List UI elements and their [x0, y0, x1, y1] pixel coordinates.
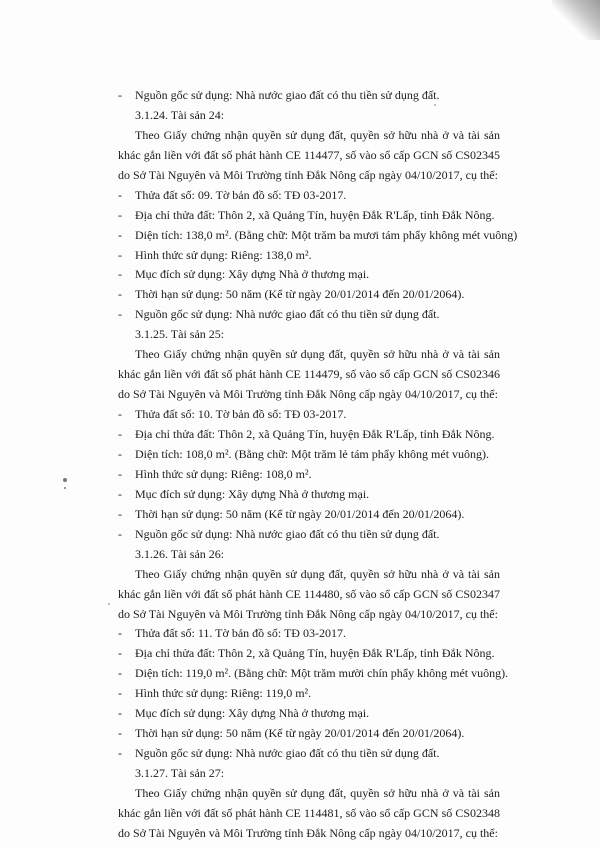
- bullet-item: [118, 465, 500, 485]
- bullet-item: [118, 265, 500, 285]
- bullet-item: [118, 186, 500, 206]
- bullet-item: [118, 485, 500, 505]
- bullet-dash: -: [118, 446, 122, 461]
- bullet-item: [118, 285, 500, 305]
- bullet-text: Diện tích: 119,0 m². (Bằng chữ: Một trăm mười chín phẩy không mét vuông).: [135, 666, 509, 681]
- bullet-text: Mục đích sử dụng: Xây dựng Nhà ở thương mại.: [135, 486, 370, 501]
- bullet-item: [118, 684, 500, 704]
- bullet-dash: -: [118, 207, 122, 222]
- paragraph: Theo Giấy chứng nhận quyền sử dụng đất, quyền sở hữu nhà ở và tài sản khác gắn liền với đất số phát hành CE 114481, số vào sổ cấp GCN số CS02348 do Sở Tài Nguyên và Môi Trường tỉnh Đắk Nông cấp ngày 04/10/2017, cụ thể:: [118, 785, 500, 840]
- bullet-dash: -: [118, 686, 122, 701]
- scan-speck: [63, 478, 67, 482]
- bullet-item: [118, 246, 500, 266]
- bullet-text: Địa chỉ thửa đất: Thôn 2, xã Quảng Tín, huyện Đắk R'Lấp, tỉnh Đắk Nông.: [135, 207, 495, 222]
- bullet-item: [118, 206, 500, 226]
- bullet-text: Hình thức sử dụng: Riêng: 119,0 m².: [135, 686, 312, 701]
- paragraph: Theo Giấy chứng nhận quyền sử dụng đất, quyền sở hữu nhà ở và tài sản khác gắn liền với đất số phát hành CE 114479, số vào sổ cấp GCN số CS02346 do Sở Tài Nguyên và Môi Trường tỉnh Đắk Nông cấp ngày 04/10/2017, cụ thể:: [118, 347, 500, 402]
- paragraph: Theo Giấy chứng nhận quyền sử dụng đất, quyền sở hữu nhà ở và tài sản khác gắn liền với đất số phát hành CE 114480, số vào sổ cấp GCN số CS02347 do Sở Tài Nguyên và Môi Trường tỉnh Đắk Nông cấp ngày 04/10/2017, cụ thể:: [118, 566, 500, 621]
- bullet-text: Nguồn gốc sử dụng: Nhà nước giao đất có thu tiền sử dụng đất.: [135, 88, 440, 102]
- bullet-text: Địa chỉ thửa đất: Thôn 2, xã Quảng Tín, huyện Đắk R'Lấp, tỉnh Đắk Nông.: [135, 427, 495, 442]
- bullet-text: Mục đích sử dụng: Xây dựng Nhà ở thương mại.: [135, 706, 370, 721]
- page-corner-fold: [552, 0, 600, 40]
- bullet-item: [118, 744, 500, 764]
- bullet-item: [118, 525, 500, 545]
- bullet-text: Thửa đất số: 10. Tờ bản đồ số: TĐ 03-2017.: [135, 407, 347, 422]
- section-heading: 3.1.24. Tài sản 24:: [135, 107, 225, 122]
- section-heading: 3.1.25. Tài sản 25:: [135, 327, 225, 342]
- bullet-text: Diện tích: 108,0 m². (Bằng chữ: Một trăm lẻ tám phẩy không mét vuông).: [135, 446, 490, 461]
- bullet-dash: -: [118, 407, 122, 422]
- bullet-text: Hình thức sử dụng: Riêng: 138,0 m².: [135, 247, 312, 262]
- bullet-dash: -: [118, 267, 122, 282]
- bullet-text: Mục đích sử dụng: Xây dựng Nhà ở thương mại.: [135, 267, 370, 282]
- bullet-text: Thời hạn sử dụng: 50 năm (Kể từ ngày 20/01/2014 đến 20/01/2064).: [135, 287, 465, 302]
- bullet-item: [118, 425, 500, 445]
- bullet-dash: -: [118, 526, 122, 541]
- document-body: [118, 86, 518, 844]
- bullet-item: [118, 724, 500, 744]
- bullet-dash: -: [118, 486, 122, 501]
- bullet-item: [118, 86, 500, 106]
- scan-speck: [64, 487, 66, 489]
- section-heading: 3.1.27. Tài sản 27:: [135, 766, 225, 781]
- bullet-dash: -: [118, 287, 122, 302]
- bullet-text: Nguồn gốc sử dụng: Nhà nước giao đất có thu tiền sử dụng đất.: [135, 746, 440, 761]
- bullet-text: Hình thức sử dụng: Riêng: 108,0 m².: [135, 466, 312, 481]
- bullet-text: Thời hạn sử dụng: 50 năm (Kể từ ngày 20/01/2014 đến 20/01/2064).: [135, 726, 465, 741]
- bullet-dash: -: [118, 187, 122, 202]
- bullet-dash: -: [118, 247, 122, 262]
- bullet-item: [118, 405, 500, 425]
- bullet-text: Thửa đất số: 09. Tờ bản đồ số: TĐ 03-2017.: [135, 187, 347, 202]
- bullet-text: Thửa đất số: 11. Tờ bản đồ số: TĐ 03-2017.: [135, 626, 346, 641]
- bullet-text: Diện tích: 138,0 m². (Bằng chữ: Một trăm ba mươi tám phẩy không mét vuông): [135, 227, 518, 242]
- paragraph: Theo Giấy chứng nhận quyền sử dụng đất, quyền sở hữu nhà ở và tài sản khác gắn liền với đất số phát hành CE 114477, số vào sổ cấp GCN số CS02345 do Sở Tài Nguyên và Môi Trường tỉnh Đắk Nông cấp ngày 04/10/2017, cụ thể:: [118, 127, 500, 182]
- bullet-dash: -: [118, 466, 122, 481]
- bullet-text: Nguồn gốc sử dụng: Nhà nước giao đất có thu tiền sử dụng đất.: [135, 307, 440, 322]
- bullet-dash: -: [118, 88, 122, 102]
- bullet-item: [118, 644, 500, 664]
- bullet-text: Thời hạn sử dụng: 50 năm (Kể từ ngày 20/01/2014 đến 20/01/2064).: [135, 506, 465, 521]
- bullet-item: [118, 305, 500, 325]
- bullet-dash: -: [118, 646, 122, 661]
- bullet-dash: -: [118, 506, 122, 521]
- bullet-item: [118, 445, 500, 465]
- bullet-dash: -: [118, 706, 122, 721]
- bullet-item: [118, 505, 500, 525]
- bullet-dash: -: [118, 666, 122, 681]
- bullet-dash: -: [118, 626, 122, 641]
- scan-speck: [108, 603, 110, 605]
- bullet-item: [118, 226, 518, 246]
- bullet-dash: -: [118, 427, 122, 442]
- bullet-item: [118, 664, 509, 684]
- bullet-dash: -: [118, 726, 122, 741]
- bullet-dash: -: [118, 746, 122, 761]
- bullet-dash: -: [118, 227, 122, 242]
- bullet-item: [118, 624, 500, 644]
- bullet-text: Địa chỉ thửa đất: Thôn 2, xã Quảng Tín, huyện Đắk R'Lấp, tỉnh Đắk Nông.: [135, 646, 495, 661]
- bullet-dash: -: [118, 307, 122, 322]
- section-heading: 3.1.26. Tài sản 26:: [135, 546, 225, 561]
- bullet-item: [118, 704, 500, 724]
- bullet-text: Nguồn gốc sử dụng: Nhà nước giao đất có thu tiền sử dụng đất.: [135, 526, 440, 541]
